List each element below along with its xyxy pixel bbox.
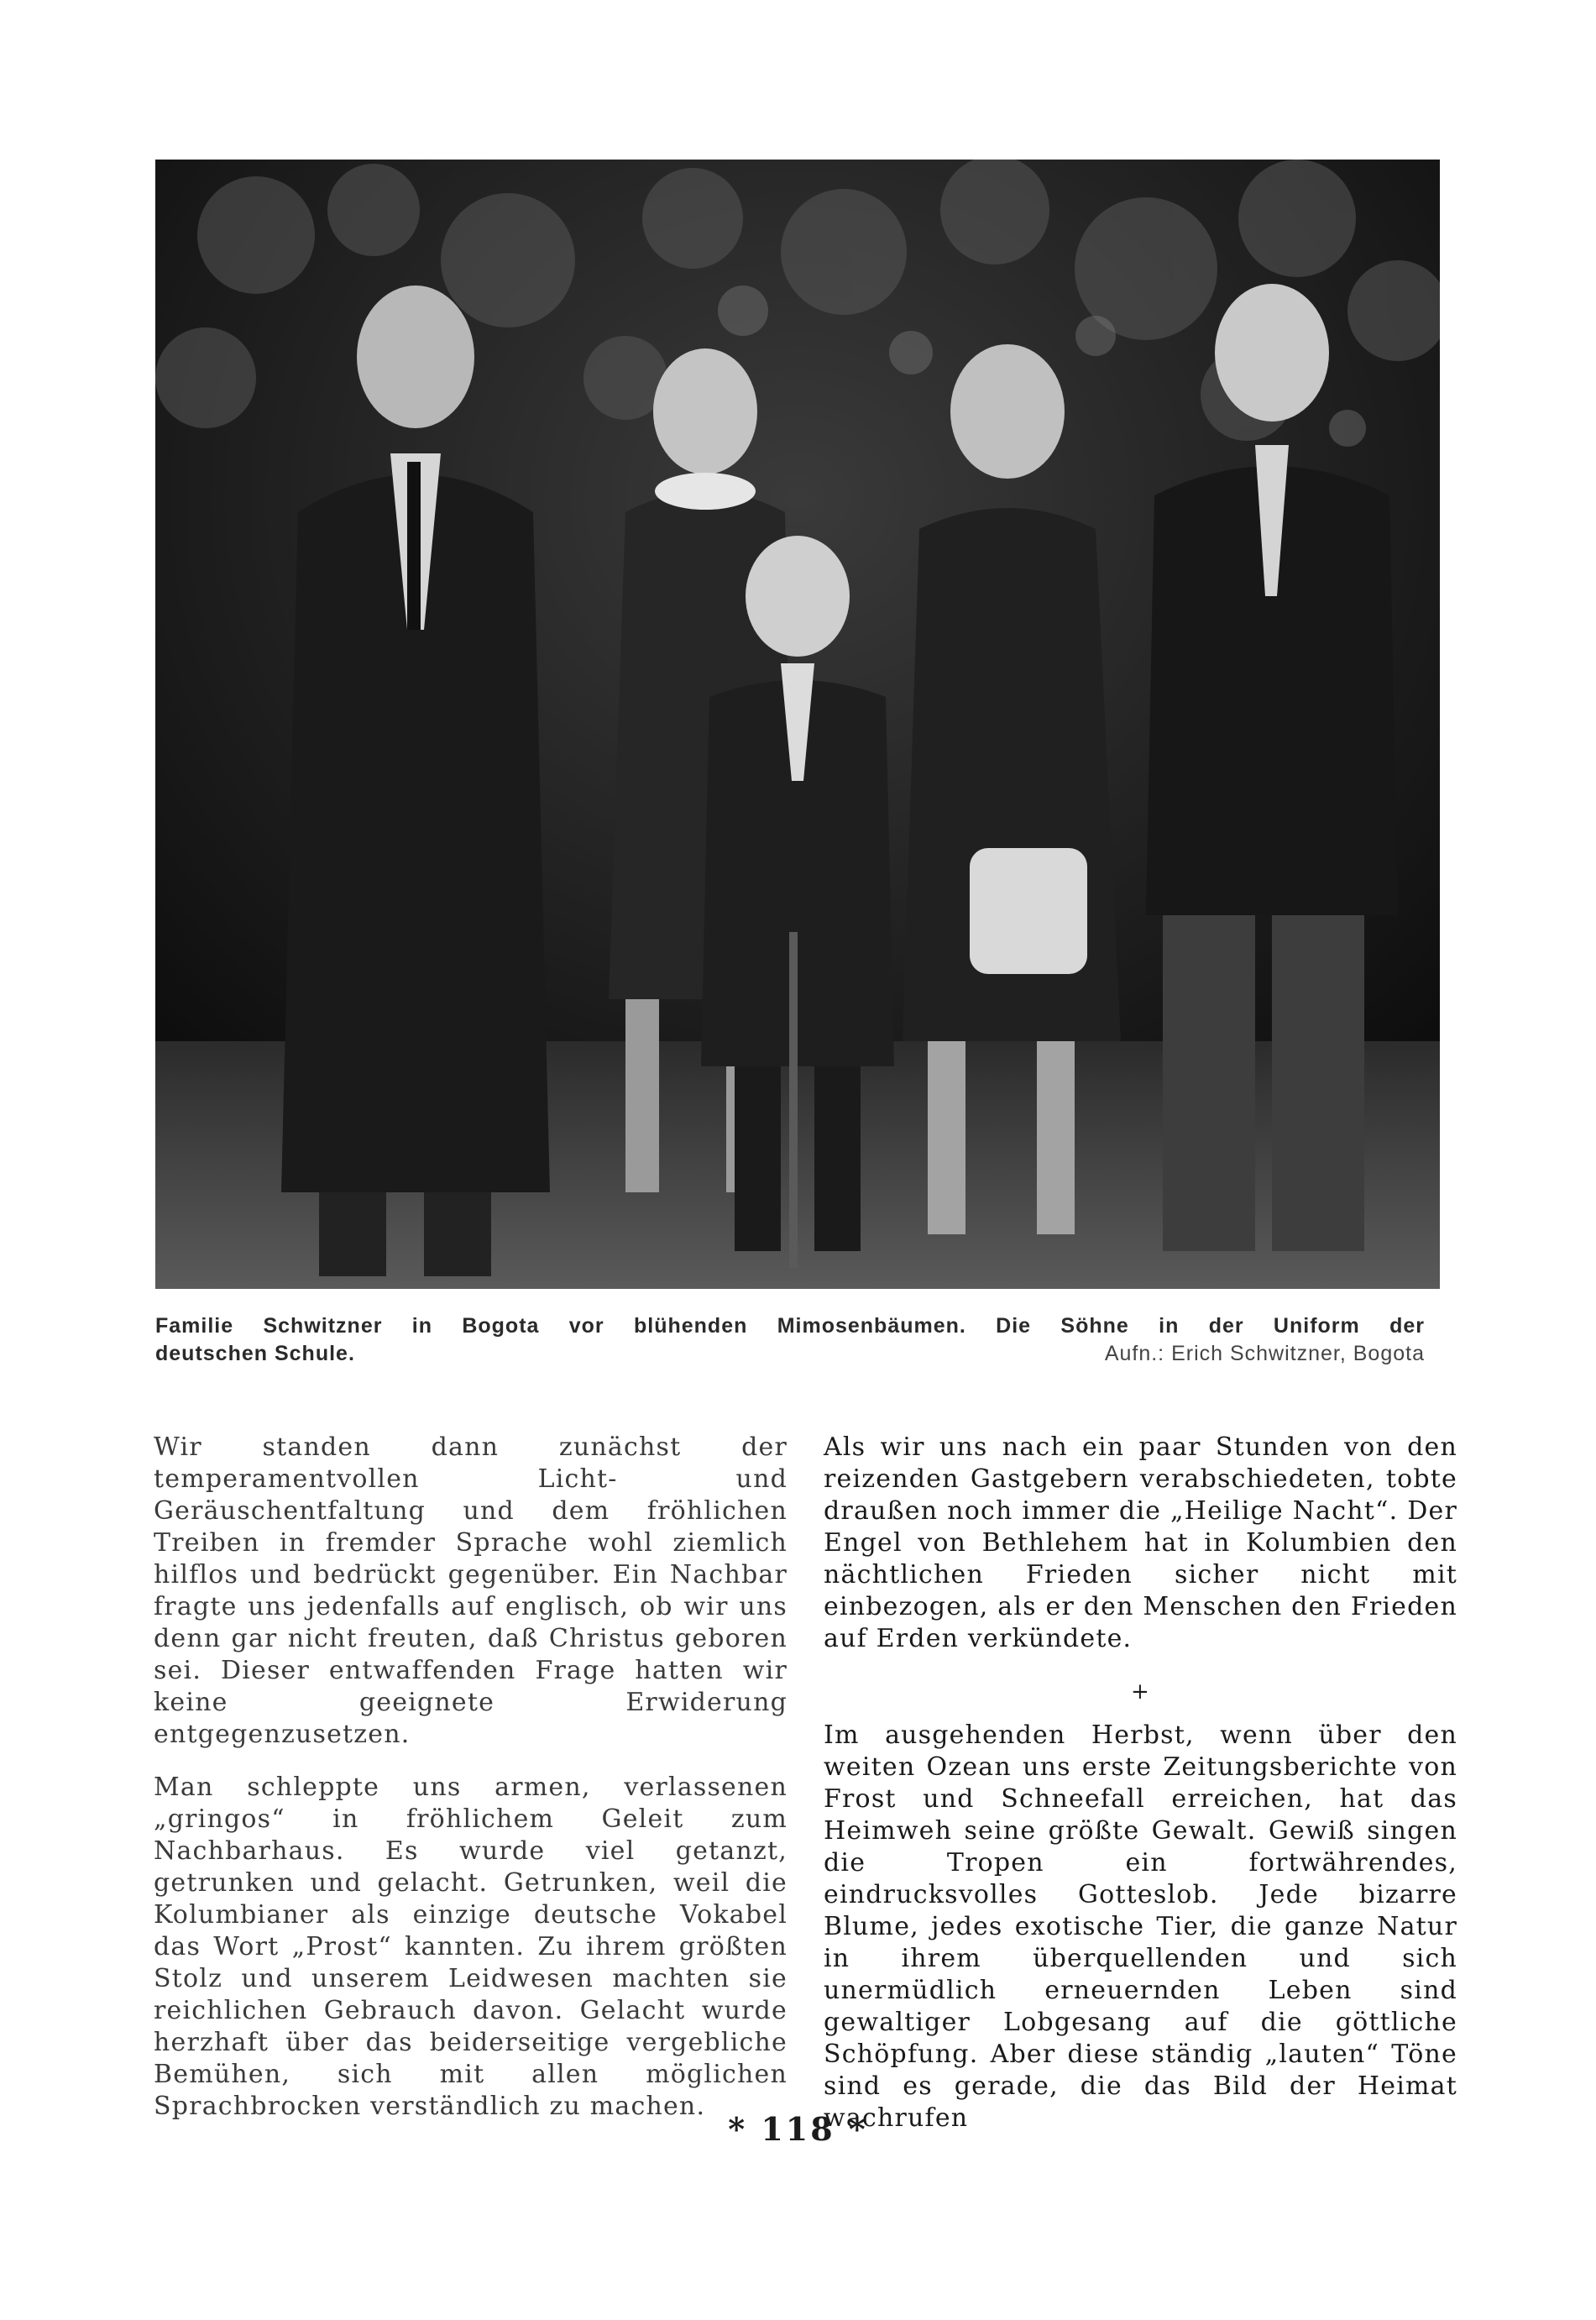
left-paragraph-2: Man schleppte uns armen, verlassenen „gringos“ in fröhlichem Geleit zum Nachbarhaus. Es wurde viel getanzt, getrunken und gelacht. Getrunken, weil die Kolumbianer als einzige deutsche Vokabel das Wort „Prost“ kannten. Zu ihrem größten Stolz und unserem Leidwesen machten sie reichlichen Gebrauch davon. Gelacht wurde herzhaft über das beiderseitige vergebliche Bemühen, sich mit allen möglichen Sprachbrocken verständlich zu machen. (154, 1773, 788, 2121)
family-photo-image (155, 160, 1440, 1289)
caption-line-1: Familie Schwitzner in Bogota vor blühenden Mimosenbäumen. Die Söhne in der Uniform der (155, 1314, 1425, 1338)
left-paragraph-1: Wir standen dann zunächst der temperamentvollen Licht- und Geräuschentfaltung und dem fröhlichen Treiben in fremder Sprache wohl ziemlich hilflos und bedrückt gegenüber. Ein Nachbar fragte uns jedenfalls auf englisch, ob wir uns denn gar nicht freuten, daß Christus geboren sei. Dieser entwaffenden Frage hatten wir keine geeignete Erwiderung entgegenzusetzen. (154, 1432, 788, 1749)
caption-line-2: deutschen Schule. (155, 1342, 355, 1365)
left-column (154, 1432, 788, 2144)
section-divider: + (1131, 1679, 1150, 1705)
right-column (824, 1432, 1457, 2155)
page-number: * 118 * (728, 2110, 868, 2148)
photo-caption (155, 1312, 1425, 1368)
family-photo (155, 160, 1440, 1289)
photo-credit: Aufn.: Erich Schwitzner, Bogota (1104, 1342, 1425, 1365)
right-paragraph-2: Im ausgehenden Herbst, wenn über den weiten Ozean uns erste Zeitungsberichte von Frost und Schneefall erreichen, hat das Heimweh seine größte Gewalt. Gewiß singen die Tropen ein fortwährendes, eindrucksvolles Gotteslob. Jede bizarre Blume, jedes exotische Tier, die ganze Natur in ihrem überquellenden und sich unermüdlich erneuernden Leben sind gewaltiger Lobgesang auf die göttliche Schöpfung. Aber diese ständig „lauten“ Töne sind es gerade, die das Bild der Heimat wachrufen (824, 1720, 1457, 2133)
right-paragraph-1: Als wir uns nach ein paar Stunden von den reizenden Gastgebern verabschiedeten, tobte draußen noch immer die „Heilige Nacht“. Der Engel von Bethlehem hat in Kolumbien den nächtlichen Frieden sicher nicht mit einbezogen, als er den Menschen den Frieden auf Erden verkündete. (824, 1432, 1457, 1653)
